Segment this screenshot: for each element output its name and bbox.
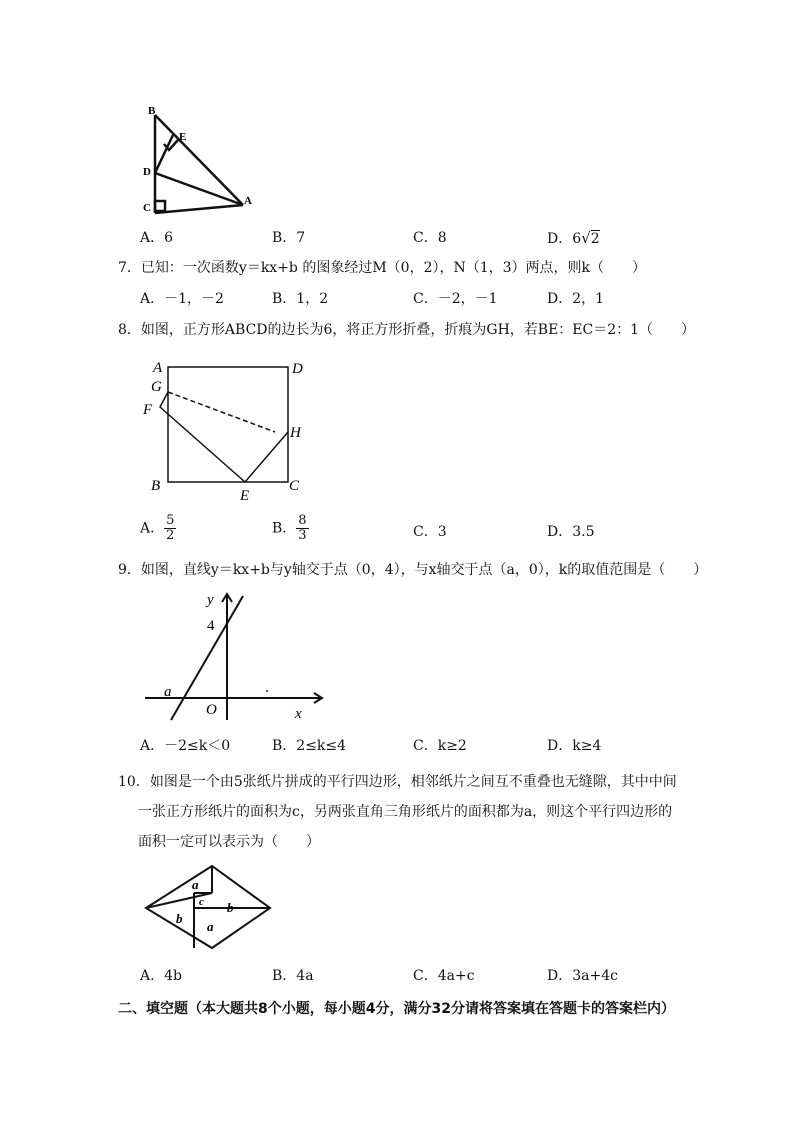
q10-label-a-top: a — [192, 877, 199, 892]
q8-label-A: A — [153, 360, 163, 376]
q8-stem: 8．如图，正方形ABCD的边长为6，将正方形折叠，折痕为GH，若BE：EC＝2：1（ ） — [118, 322, 696, 338]
q8-label-D: D — [292, 361, 303, 377]
q10-label-a-bottom: a — [207, 919, 214, 934]
q6-option-b[interactable]: B．7 — [272, 230, 306, 246]
section-2-heading: 二、填空题（本大题共8个小题，每小题4分，满分32分请将答案填在答题卡的答案栏内） — [118, 1001, 675, 1017]
fraction-denominator: 3 — [298, 528, 307, 543]
q9-line-graph-figure — [140, 588, 330, 728]
q10-option-c[interactable]: C．4a+c — [413, 968, 475, 984]
q8-label-E: E — [240, 488, 250, 502]
q6-option-d[interactable] — [547, 229, 600, 248]
q8-label-C: C — [289, 478, 300, 494]
q7-option-c[interactable]: C．－2，－1 — [413, 291, 498, 307]
q10-label-c-center: c — [199, 896, 204, 908]
q8-label-B: B — [151, 478, 161, 494]
q8-label-G: G — [151, 379, 162, 395]
q10-stem-line1: 10．如图是一个由5张纸片拼成的平行四边形，相邻纸片之间互不重叠也无缝隙，其中中间 — [118, 774, 677, 790]
q10-label-b-right: b — [227, 900, 234, 915]
q6-label-A: A — [244, 195, 252, 207]
q8-label-F: F — [143, 402, 153, 418]
q8-option-b-prefix: B． — [272, 520, 297, 537]
q9-option-c[interactable]: C．k≥2 — [413, 738, 467, 754]
q8-label-H: H — [290, 425, 301, 441]
q6-option-a[interactable]: A．6 — [140, 230, 174, 246]
q9-label-y: y — [207, 592, 214, 608]
q6-label-B: B — [148, 105, 156, 117]
q9-option-a[interactable]: A．－2≤k＜0 — [140, 738, 231, 754]
q6-triangle-figure — [140, 100, 260, 218]
q9-label-O: O — [206, 702, 217, 718]
q7-stem: 7．已知：一次函数y＝kx+b 的图象经过M（0，2），N（1，3）两点，则k（ ） — [118, 260, 647, 276]
q9-label-x: x — [295, 706, 302, 722]
q7-option-d[interactable]: D．2，1 — [547, 291, 605, 307]
q9-option-b[interactable]: B．2≤k≤4 — [272, 738, 347, 754]
q9-label-a: a — [164, 684, 172, 700]
fraction-denominator: 2 — [166, 528, 175, 543]
q10-option-b[interactable]: B．4a — [272, 968, 314, 984]
q10-parallelogram-figure — [138, 860, 278, 955]
q9-option-d[interactable]: D．k≥4 — [547, 738, 602, 754]
q8-option-d[interactable]: D．3.5 — [547, 524, 595, 540]
q6-option-d-prefix: D．6 — [547, 231, 582, 247]
q8-option-b-fraction — [296, 514, 308, 543]
q8-option-a-fraction — [164, 514, 176, 543]
sqrt-sign: √ — [581, 229, 591, 247]
q6-label-E: E — [179, 131, 187, 143]
q8-option-c[interactable]: C．3 — [413, 524, 447, 540]
q6-option-c[interactable]: C．8 — [413, 230, 447, 246]
q10-option-a[interactable]: A．4b — [140, 968, 182, 984]
q8-square-fold-figure — [138, 352, 318, 502]
q8-option-a-prefix: A． — [140, 520, 165, 537]
q10-stem-line2: 一张正方形纸片的面积为c，另两张直角三角形纸片的面积都为a，则这个平行四边形的 — [138, 804, 673, 820]
q6-label-D: D — [143, 166, 151, 178]
q9-stem: 9．如图，直线y＝kx+b与y轴交于点（0，4），与x轴交于点（a，0），k的取值范围是（ ） — [118, 562, 708, 578]
q8-option-a[interactable] — [140, 514, 176, 543]
q10-label-b-left: b — [176, 911, 183, 926]
q6-option-d-radicand: 2 — [590, 231, 600, 247]
q7-option-a[interactable]: A．－1，－2 — [140, 291, 224, 307]
q6-label-C: C — [143, 202, 151, 214]
fraction-numerator: 8 — [298, 513, 307, 528]
q10-option-d[interactable]: D．3a+4c — [547, 968, 618, 984]
q10-stem-line3: 面积一定可以表示为（ ） — [138, 834, 320, 850]
q7-option-b[interactable]: B．1，2 — [272, 291, 329, 307]
q9-label-4: 4 — [207, 618, 215, 634]
fraction-numerator: 5 — [166, 513, 175, 528]
q8-option-b[interactable] — [272, 514, 309, 543]
